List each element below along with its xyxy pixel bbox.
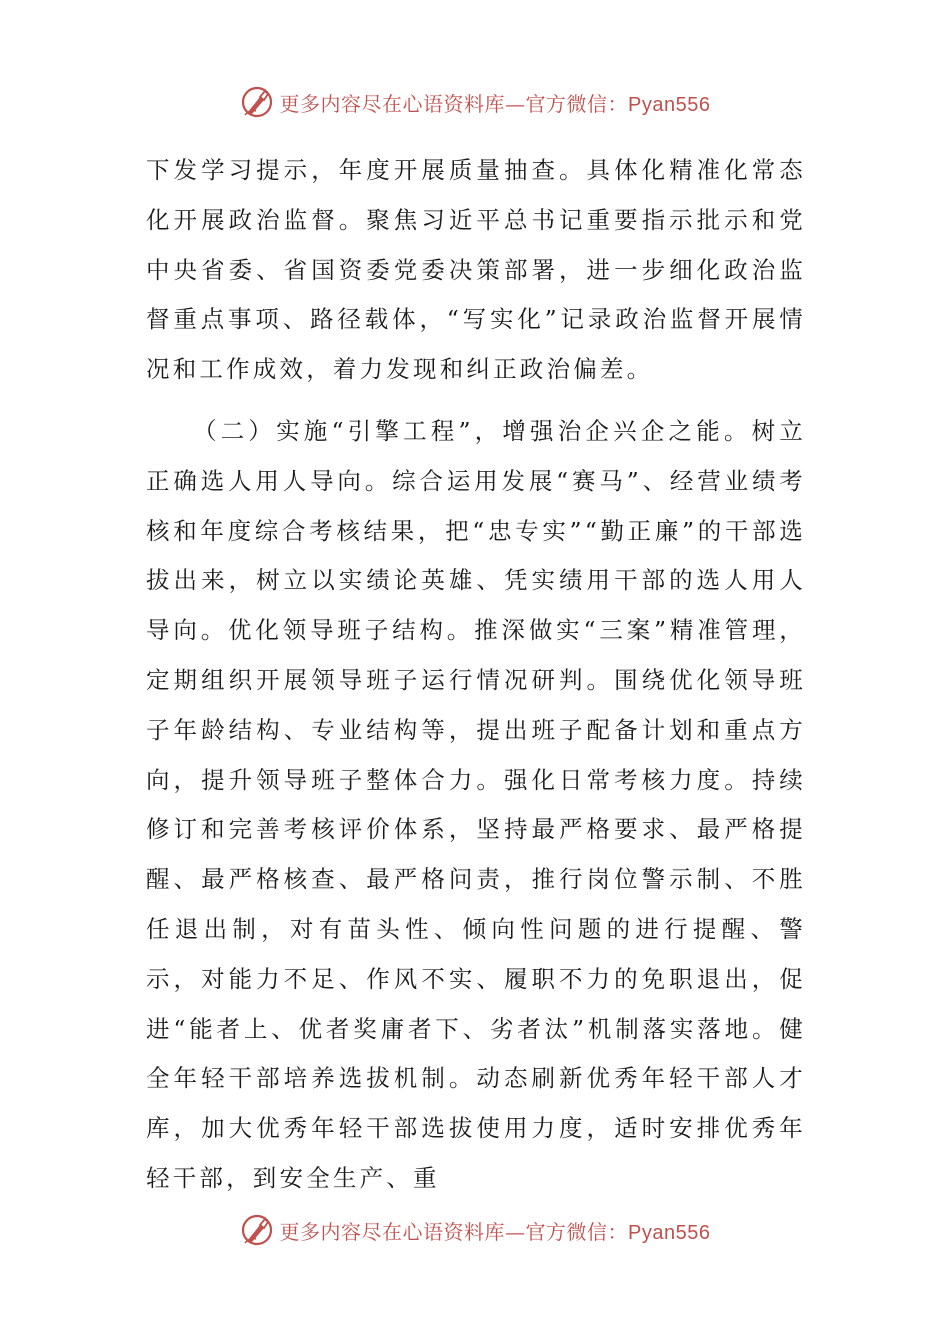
document-body [146,146,806,1204]
banner-text: 更多内容尽在心语资料库—官方微信：Pyan556 [279,91,711,116]
banner-text: 更多内容尽在心语资料库—官方微信：Pyan556 [279,1219,711,1244]
pen-nib-logo-icon [240,85,274,119]
pen-nib-logo-icon [240,1213,274,1247]
header-banner [0,82,950,122]
banner-wechat-id: Pyan556 [628,1221,711,1244]
footer-banner [0,1210,950,1250]
paragraph-1: 下发学习提示，年度开展质量抽查。具体化精准化常态化开展政治监督。聚焦习近平总书记重要指示批示和党中央省委、省国资委党委决策部署，进一步细化政治监督重点事项、路径载体，“写实化”记录政治监督开展情况和工作成效，着力发现和纠正政治偏差。 [146,156,806,384]
banner-wechat-id: Pyan556 [628,93,711,116]
paragraph-2: （二）实施“引擎工程”，增强治企兴企之能。树立正确选人用人导向。综合运用发展“赛马”、经营业绩考核和年度综合考核结果，把“忠专实”“勤正廉”的干部选拔出来，树立以实绩论英雄、凭实绩用干部的选人用人导向。优化领导班子结构。推深做实“三案”精准管理，定期组织开展领导班子运行情况研判。围绕优化领导班子年龄结构、专业结构等，提出班子配备计划和重点方向，提升领导班子整体合力。强化日常考核力度。持续修订和完善考核评价体系，坚持最严格要求、最严格提醒、最严格核查、最严格问责，推行岗位警示制、不胜任退出制，对有苗头性、倾向性问题的进行提醒、警示，对能力不足、作风不实、履职不力的免职退出，促进“能者上、优者奖庸者下、劣者汰”机制落实落地。健全年轻干部培养选拔机制。动态刷新优秀年轻干部人才库，加大优秀年轻干部选拔使用力度，适时安排优秀年轻干部，到安全生产、重 [146,416,806,1192]
